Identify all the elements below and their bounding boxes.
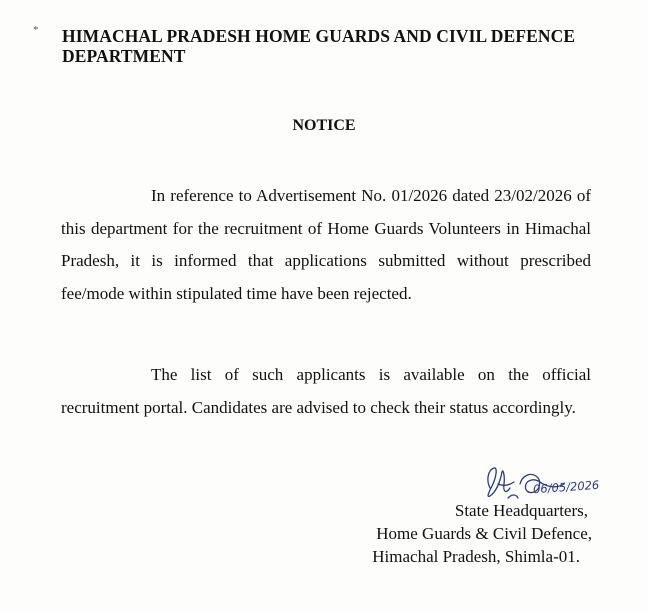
address-line-3: Himachal Pradesh, Shimla-01. [372,547,580,566]
signature-date: 06/05/2026 [532,477,600,497]
department-heading: HIMACHAL PRADESH HOME GUARDS AND CIVIL DEFENCE DEPARTMENT [62,26,576,66]
address-line-2: Home Guards & Civil Defence, [376,524,592,543]
notice-title: NOTICE [292,117,356,134]
notice-paragraph-2: The list of such applicants is available on the official recruitment portal. Candidates are advised to check their status accordingly. [61,365,591,417]
address-line-1: State Headquarters, [454,501,588,520]
notice-paragraph-1: In reference to Advertisement No. 01/2026 dated 23/02/2026 of this department for the recruitment of Home Guards Volunteers in Himachal Pradesh, it is informed that applications submitted without prescribed fee/mode within stipulated time have been rejected. [61,186,591,303]
corner-mark: * [33,24,39,36]
